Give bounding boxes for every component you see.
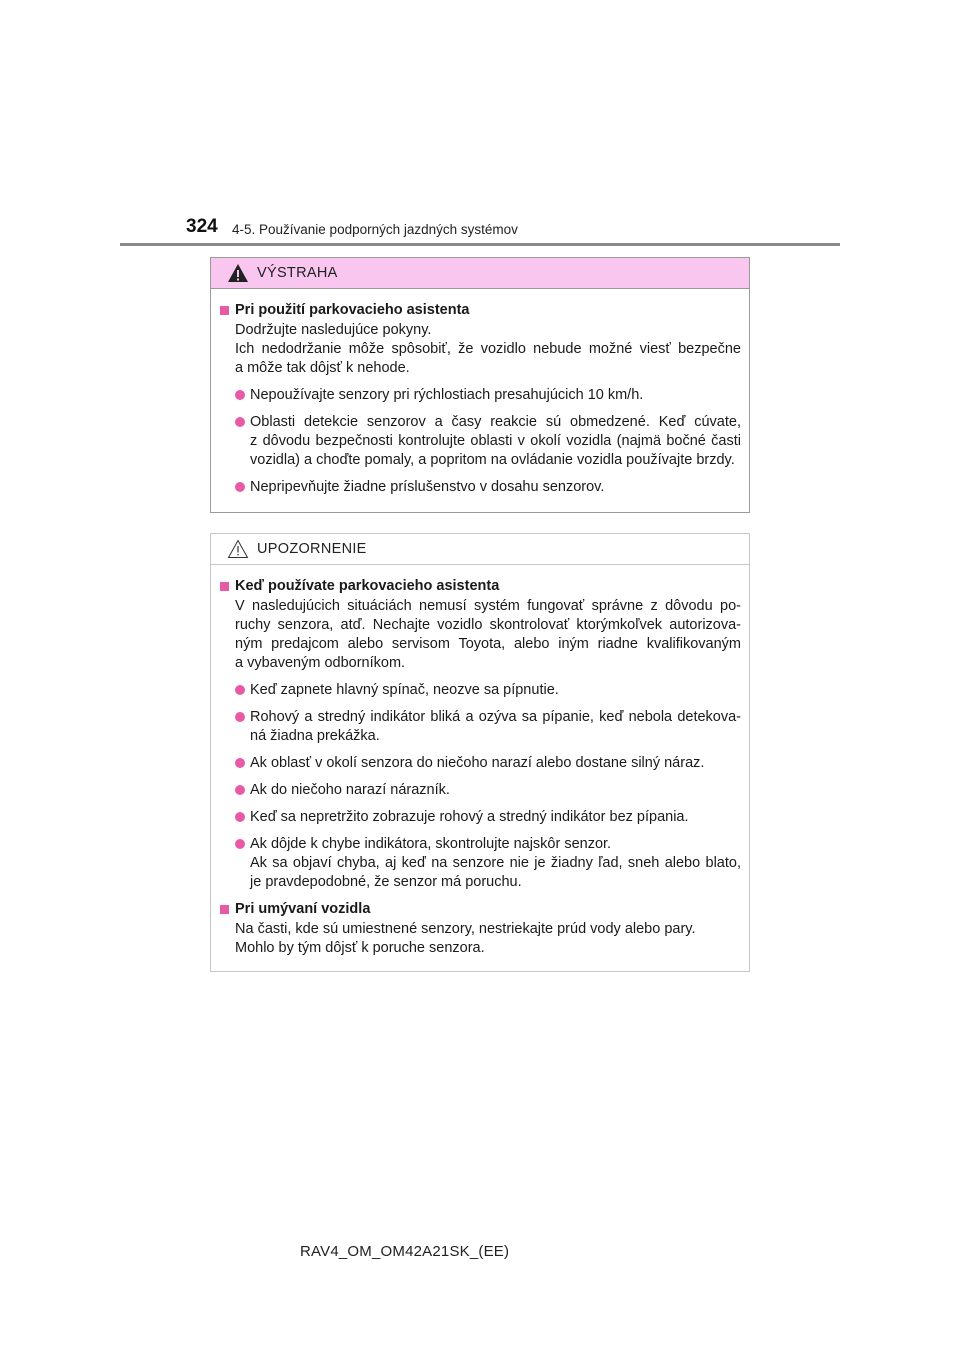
square-bullet-icon [220, 582, 229, 591]
round-bullet-icon [235, 390, 245, 400]
caution-box [210, 533, 750, 972]
round-bullet-icon [235, 785, 245, 795]
square-bullet-icon [220, 306, 229, 315]
round-bullet-icon [235, 712, 245, 722]
round-bullet-icon [235, 758, 245, 768]
list-item: Oblasti detekcie senzorov a časy reakcie sú obmedzené. Keď cúvate, z dôvodu bezpečnosti kontrolujte oblasti v okolí vozidla (najmä bočné časti vozidla) a choďte pomaly, a popritom na ovládanie vozidla používajte brzdy. [219, 413, 741, 470]
list-item: Keď zapnete hlavný spínač, neozve sa pípnutie. [219, 681, 741, 700]
warning-header [211, 258, 749, 289]
caution-triangle-icon [227, 539, 249, 559]
warning-triangle-icon [227, 263, 249, 283]
list-item: Ak do niečoho narazí nárazník. [219, 781, 741, 800]
round-bullet-icon [235, 685, 245, 695]
caution-intro: V nasledujúcich situáciách nemusí systém fungovať správne z dôvodu po- ruchy senzora, atď. Nechajte vozidlo skontrolovať ktorýmkoľvek autorizova- ným predajcom alebo servisom Toyota, alebo iným riadne kvalifikovaným a vybaveným odborníkom. [235, 598, 741, 671]
list-item: Keď sa nepretržito zobrazuje rohový a stredný indikátor bez pípania. [219, 808, 741, 827]
caution-washing-text: Na časti, kde sú umiestnené senzory, nestriekajte prúd vody alebo pary. Mohlo by tým dôjsť k poruche senzora. [235, 921, 696, 956]
caution-header [211, 534, 749, 565]
list-item: Ak oblasť v okolí senzora do niečoho narazí alebo dostane silný náraz. [219, 754, 741, 773]
list-item: Nepripevňujte žiadne príslušenstvo v dosahu senzorov. [219, 478, 741, 497]
caution-label: UPOZORNENIE [257, 541, 367, 557]
warning-box [210, 257, 750, 513]
header-rule [120, 243, 840, 246]
page-number: 324 [186, 216, 218, 237]
list-item: Nepoužívajte senzory pri rýchlostiach presahujúcich 10 km/h. [219, 386, 741, 405]
chapter-title: 4-5. Používanie podporných jazdných systémov [232, 222, 518, 237]
round-bullet-icon [235, 812, 245, 822]
list-item: Rohový a stredný indikátor bliká a ozýva sa pípanie, keď nebola detekova- ná žiadna prekážka. [219, 708, 741, 746]
square-bullet-icon [220, 905, 229, 914]
warning-section-title: Pri použití parkovacieho asistenta [219, 301, 741, 320]
caution-section-title: Keď používate parkovacieho asistenta [219, 577, 741, 596]
round-bullet-icon [235, 417, 245, 427]
warning-intro: Dodržujte nasledujúce pokyny. Ich nedodržanie môže spôsobiť, že vozidlo nebude možné viesť bezpečne a môže tak dôjsť k nehode. [235, 322, 741, 376]
caution-section-title-washing: Pri umývaní vozidla [219, 900, 741, 919]
list-item: Ak dôjde k chybe indikátora, skontrolujte najskôr senzor. Ak sa objaví chyba, aj keď na senzore nie je žiadny ľad, sneh alebo blato, je pravdepodobné, že senzor má poruchu. [219, 835, 741, 892]
warning-label: VÝSTRAHA [257, 265, 338, 281]
round-bullet-icon [235, 839, 245, 849]
document-code: RAV4_OM_OM42A21SK_(EE) [300, 1243, 510, 1260]
round-bullet-icon [235, 482, 245, 492]
